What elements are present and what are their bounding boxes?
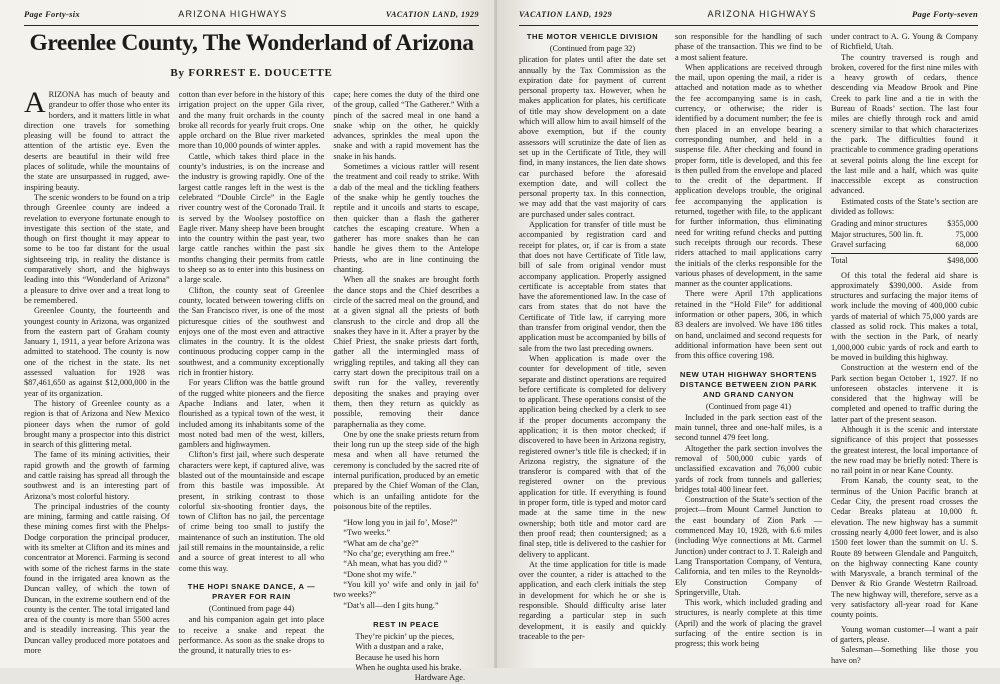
cost-row	[831, 219, 978, 229]
paragraph: Application for transfer of title must be accompanied by registration card and receipt for plates, or, if car is from a state that does not have Certificate of Title law, bill of sale from original vendor must accompany application. Properly assigned certificate is acceptable from states that have the aforementioned law. In the case of cars from states that do not have the Certificate of Title law, if carrying more than transfer from original vendor, then the application must be accompanied by bills of sale from the two last preceding owners.	[519, 220, 666, 353]
poem-line: They’re pickin’ up the pieces,	[355, 631, 455, 641]
paragraph: Sometimes a vicious rattler will resent the treatment and coil ready to strike. With a dab of the meal and the tickling feathers of the snake whip he gently touches the reptile and it uncoils and starts to escape, then quicker than a flash the gatherer catches the escaping creature. When a gatherer has more snakes than he can handle he gives them to the Antelope Priests, who are in line continuing the chanting.	[333, 162, 480, 275]
left-page	[0, 0, 497, 683]
cost-label: Gravel surfacing	[831, 239, 886, 249]
paragraph: ARIZONA has much of beauty and grandeur to offer those who enter its borders, and it matters little in what direction one travels for something pleasing will be found to attract the attention of the artistic eye. Even the deserts are beautiful in their wild free places of solitude, while the mountains of the state are unsurpassed in rugged, awe-inspiring beauty.	[24, 86, 170, 192]
dialog-line: “No cha’ge; everything am free.”	[343, 549, 455, 559]
poem-line: Because he used his horn	[355, 652, 440, 662]
section-heading-motor-vehicle: THE MOTOR VEHICLE DIVISION	[526, 32, 659, 41]
left-running-head	[24, 9, 479, 23]
dialog-line: “What am de cha’ge?”	[343, 538, 419, 548]
paragraph: When applications are received through the mail, upon opening the mail, a rider is attached and notation made as to whether the fee accompanying same is in cash, currency, or otherwise; the rider is identified by a document number; the fee is then placed in an envelope bearing a corresponding number, and held in a suspense file. After checking and found in proper form, title is developed, and this fee is then pulled from the envelope and placed to the credit of the department. If application develops trouble, the original fee accompanying the application is returned, together with file, to the applicant for further information, thus eliminating need for writing refund checks and putting such receipts through our records. These riders attached to mail applications carry the initials of the clerks responsible for the various phases of development, in the same manner as the counter applications.	[675, 62, 822, 289]
continued-note: (Continued from page 41)	[705, 401, 792, 411]
paragraph: Clifton’s first jail, where such desperate characters were kept, if captured alive, was blasted out of the mountainside and escape from this bastile was impossible. At present, in striking contrast to those colorful six-shooting frontier days, the town of Clifton has no jail, the percentage of crime being too small to justify the maintenance of such an institution. The old jail still remains in the mountainside, a relic and a source of great interest to all who come this way.	[178, 450, 325, 573]
paragraph: Construction at the western end of the Park section began October 1, 1927. If no unforeseen obstacles intervene it is considered that the highway will be completed and opened to traffic during the latter part of the present season.	[831, 363, 978, 424]
cost-label: Grading and minor structures	[831, 219, 928, 229]
cost-total-label: Total	[831, 256, 848, 266]
paragraph: Construction of the State’s section of the project—from Mount Carmel Junction to the east boundary of Zion Park —commenced May 10, 1928, with 6.6 miles (including Wye connections at Mt. Carmel Junction) under contract to J. T. Raleigh and Lang Transportation Company, of Ventura, California, and ten miles to the Reynolds-Ely Construction Company of Springerville, Utah.	[675, 495, 822, 597]
right-running-head	[519, 9, 978, 23]
paragraph: Greenlee County, the fourteenth and youngest county in Arizona, was organized from the eastern part of Graham county January 1, 1911, a year before Arizona was admitted to statehood. The county is now one of the richest in the state. Its net assessed valuation for 1928 was $87,461,650 as against $12,000,000 in the year of its organization.	[24, 306, 170, 398]
paragraph: Salesman—Something like those you have on?	[831, 645, 978, 665]
left-magazine-title: ARIZONA HIGHWAYS	[178, 9, 288, 19]
dialog-line: “Ah mean, what has you did? ”	[343, 559, 448, 569]
left-column-2	[179, 90, 325, 660]
right-issue-title: VACATION LAND, 1929	[519, 10, 613, 19]
article-byline: By FORREST E. DOUCETTE	[170, 67, 333, 79]
poem-line: When he oughta used his brake.	[355, 663, 462, 673]
cost-label: Major structures, 500 lin. ft.	[831, 229, 924, 239]
paragraph: Included in the park section east of the main tunnel, three and one-half miles, is a second tunnel 479 feet long.	[675, 412, 822, 443]
cost-row	[831, 240, 978, 250]
right-columns	[519, 32, 978, 665]
dialog-joke	[333, 518, 479, 611]
right-magazine-title: ARIZONA HIGHWAYS	[707, 9, 817, 19]
paragraph: The fame of its mining activities, their rapid growth and the growth of farming and cattle raising has spread all through the southwest and is an interesting part of Arizona’s most colorful history.	[24, 450, 170, 501]
dialog-line: “How long you in jail fo’, Mose?”	[343, 518, 458, 528]
paragraph: There were April 17th applications retained in the “Hold File” for additional information or other papers, 306, in which 83 dealers are involved. We have 186 titles on hand, unclaimed and second requests for additional information have been sent out from this office covering 198.	[675, 289, 822, 361]
cost-total-row	[831, 253, 978, 266]
dialog-line: “Done shot my wife.”	[343, 569, 417, 579]
paragraph: cotton than ever before in the history of this irrigation project on the upper Gila river, and the many fruit orchards in the county broke all records for yearly fruit crops. One apple orchard on the Blue river marketed more than 10,000 pounds of winter apples.	[178, 90, 325, 151]
continued-note: (Continued from page 44)	[208, 603, 295, 613]
paragraph: The scenic wonders to be found on a trip through Greenlee county are indeed a revelation to everyone fortunate enough to investigate this section of the state, and though on first thought it may appear to some to be too far distant for the usual sightseeing trip, in reality the distance is comparatively short, and the highways leading into this “Wonderland of Arizona” a pleasure to drive over and a treat long to be remembered.	[24, 192, 170, 305]
paragraph: For years Clifton was the battle ground of the rugged white pioneers and the fierce Apache Indians and later, when it flourished as a typical town of the west, it included among its inhabitants some of the most noted bad men of the west, killers, gamblers and highwaymen.	[178, 378, 325, 450]
paragraph: When application is made over the counter for development of title, seven separate and distinct operations are required before certificate is completed for delivery to applicant. These operations consist of the application being checked by a clerk to see if the proper documents accompany the application; it is then motor checked; if discovered to have been in Arizona registry, registered owner’s title file is checked; if in Arizona registry, the signature of the transferor is compared with that of the registered owner on the previous application for title. If everything is found in proper form, title is typed and motor card made at the same time in the new ownership; both title and motor card are then proof read; then countersigned; as a final step, title is delivered to the cashier for delivery to applicant.	[519, 353, 666, 559]
right-page	[497, 0, 1000, 668]
right-page-number: Page Forty-seven	[912, 9, 978, 19]
poem-attribution: Hardware Age.	[414, 673, 466, 683]
paragraph: Clifton, the county seat of Greenlee county, located between towering cliffs on the San Francisco river, is one of the most picturesque cities of the southwest and enjoys one of the most even and attractive climates in the country. It is the oldest continuous producing copper camp in the southwest, and a community exceptionally rich in frontier history.	[178, 285, 325, 378]
right-column-2	[675, 32, 822, 660]
cost-amount: 68,000	[955, 239, 978, 249]
cost-amount: $355,000	[947, 219, 978, 229]
paragraph: Estimated costs of the State’s section are divided as follows:	[831, 196, 978, 217]
paragraph: When all the snakes are brought forth the dance stops and the Chief describes a circle of the sacred meal on the ground, and at a given signal all the priests of both clansrush to the circle and drop all the snakes they have in it. After a prayer by the Chief Priest, the snake priests dart forth, gather all the intermingled mass of wriggling reptiles, and taking all they can carry start down the precipitous trail on a swift run for the valley, reverently depositing the snakes and praying over them, then they return as quickly as possible, removing their dance paraphernalia as they come.	[333, 275, 480, 429]
paragraph: From Kanab, the county seat, to the terminus of the Union Pacific branch at Cedar City, the present road crosses the Cedar Breaks plateau at 10,000 ft. elevation. The new highway has a summit crossing nearly 4,000 feet lower, and is also 1500 feet lower than the summit on U. S. Route 89 between Glendale and Panguitch, on the highway connecting Kane county with Marysvale, a branch terminal of the Denver & Rio Grande Westetrn Railroad. The new highway will, therefore, serve as a very satisfactory all-year road for Kane county points.	[831, 476, 978, 620]
right-column-1	[519, 32, 666, 660]
section-heading-utah-highway: NEW UTAH HIGHWAY SHORTENS DISTANCE BETWEEN ZION PARK AND GRAND CANYON	[679, 369, 818, 399]
article-headline: Greenlee County, The Wonderland of Arizona	[29, 30, 474, 56]
cost-amount: 75,000	[955, 229, 978, 239]
paragraph: under contract to A. G. Young & Company of Richfield, Utah.	[831, 32, 978, 52]
cost-table	[831, 219, 978, 266]
paragraph: The history of Greenlee county as a region is that of Arizona and New Mexico pioneer days when the rumor of gold brought many a prospector into this district in search of this glittering metal.	[24, 398, 170, 450]
poem	[333, 632, 479, 684]
cost-row	[831, 230, 978, 240]
paragraph: At the time application for title is made over the counter, a rider is attached to the application, and each clerk initials the step in development for which he or she is responsible. Should difficulty arise later regarding a particular step in such development, it is easily and quickly traceable to the per-	[519, 559, 666, 641]
poem-heading: REST IN PEACE	[373, 619, 440, 629]
paragraph: The principal industries of the county are mining, farming and cattle raising. Of these mining comes first with the Phelps-Dodge corporation the principal producer, with its smelter at Clifton and its mines and concentrator at Morenci. Farming is second with some of the richest farms in the state found in the irrigated area known as the Duncan valley, of which the town of Duncan, in the extreme southern end of the county is the center. The total irrigated land area of the county is more than 5500 acres and is steadily increasing. This year the Duncan valley produced more potatoes and more	[24, 501, 170, 656]
paragraph: Cattle, which takes third place in the county’s industries, is on the increase and the industry is growing rapidly. One of the largest cattle ranges left in the west is the celebrated “Double Circle” in the Eagle river country west of the Coronado Trail. It is served by the Woolsey postoffice on Eagle river. Many sheep have been brought into the country within the past year, two large cattle ranches within the past six months changing their permits from cattle to sheep so as to enter into this business on a large scale.	[178, 151, 325, 285]
left-column-3	[333, 90, 480, 683]
paragraph: Altogether the park section involves the removal of 500,000 cubic yards of unclassified excavation and 76,000 cubic yards of rock from tunnels and galleries; bridges total 400 linear feet.	[675, 443, 822, 494]
left-issue-title: VACATION LAND, 1929	[385, 10, 479, 19]
right-column-3	[831, 32, 978, 665]
section-heading-hopi: THE HOPI SNAKE DANCE, A — PRAYER FOR RAIN	[187, 581, 316, 601]
paragraph: Of this total the federal aid share is approximately $390,000. Aside from structures and surfacing the major items of work include the moving of 400,000 cubic yards of material of which 75,000 yards are classed as solid rock. This makes a total, with the section in the Park, of nearly 1,000,000 cubic yards of rock and earth to be moved in building this highway.	[831, 270, 978, 362]
left-column-1	[24, 86, 170, 660]
paragraph: The country traversed is rough and broken, covered for the first nine miles with a heavy growth of cedars, thence descending via Meadow Brook and Pine Creek to park line and a tie in with the Bureau of Roads’ section. The last four miles are chiefly through rock and amid scenery similar to that which characterizes the park. The difficulties found it practicable to commence grading operations at several points along the line except for the last mile and a half, which was quite inaccessible except as construction advanced.	[831, 52, 978, 196]
paragraph: and his companion again get into place to receive a snake and repeat the performance. As soon as the snake drops to the ground, it naturally tries to es-	[178, 615, 325, 656]
continued-note: (Continued from page 32)	[549, 44, 636, 53]
poem-line: With a dustpan and a rake,	[355, 642, 444, 652]
left-columns	[24, 86, 480, 683]
paragraph: cape; here comes the duty of the third one of the group, called “The Gatherer.” With a pinch of the sacred meal in one hand a snake whip on the other, he quickly advances, sprinkles the meal upon the snake and with a rapid movement has the snake in his hands.	[333, 90, 480, 161]
dialog-line: “Dat’s all—den I gits hung.”	[343, 600, 439, 610]
dialog-line: “You kill yo’ wife and only in jail fo’ two weeks?”	[333, 579, 480, 600]
paragraph: This work, which included grading and structures, is nearly complete at this time (April) and the work of placing the gravel surfacing of the entire section is in progress; this work being	[675, 598, 822, 649]
dialog-line: “Two weeks.”	[343, 528, 391, 538]
paragraph: son responsible for the handling of such phase of the transaction. This we find to be a most salient feature.	[675, 32, 822, 62]
paragraph: Young woman customer—I want a pair of garters, please.	[831, 624, 978, 644]
cost-total-amount: $498,000	[947, 256, 978, 266]
left-header-rule	[24, 25, 479, 26]
paragraph: Although it is the scenic and interstate significance of this project that possesses the greatest interest, the local importance of the new road may be briefly noted: There is no rail point in or near Kane County.	[831, 424, 978, 476]
paragraph: plication for plates until after the date set annually by the Tax Commission as the expiration date for payment of current personal property tax. However, when he makes application for plates, his certificate of title may show development on a date which will allow him to avail himself of the above exemption, but if the county assessors will scrutinize the date of lien as set up in the Certificate of Title, they will find, in many instances, the lien date shows car purchased before the aforesaid exemption date, and will collect the personal property tax. In this connection, we may add that the vast majority of cars are purchased under sales contract.	[519, 55, 666, 219]
right-header-rule	[519, 25, 978, 26]
left-page-number: Page Forty-six	[24, 9, 80, 19]
paragraph: One by one the snake priests return from their long run up the steep side of the high mesa and when all have returned the ceremony is concluded by the sacred rite of internal purification, produced by an emetic prepared by the Chief Woman of the Clan, which is an unfailing antidote for the poisonous bite of the reptiles.	[333, 429, 480, 511]
